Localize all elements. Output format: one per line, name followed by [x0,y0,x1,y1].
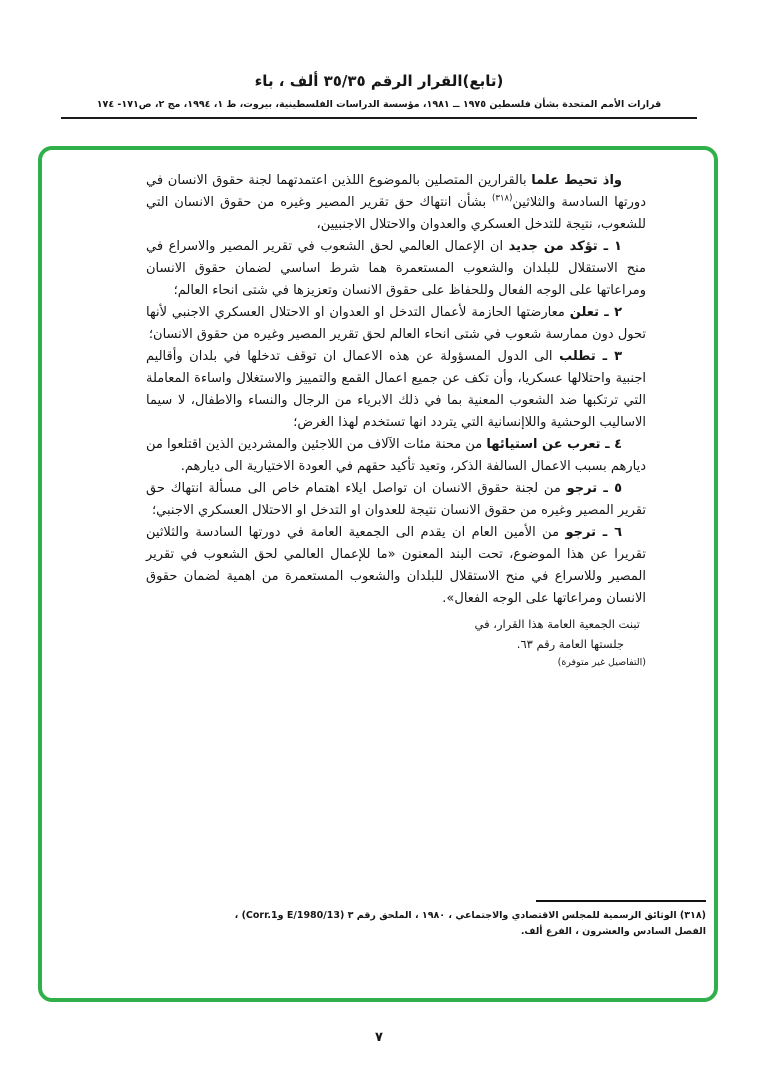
paragraph-operative-6 [146,522,646,610]
paragraph-operative-2 [146,302,646,346]
paragraph-operative-5 [146,478,646,522]
paragraph-lead: ٦ ـ ترجو [565,525,623,540]
paragraph-text: الى الدول المسؤولة عن هذه الاعمال ان توقف تدخلها في بلدان وأقاليم اجنبية واحتلالها عسكريا، وأن تكف عن جميع اعمال القمع والتمييز والاستغلال واساءة المعاملة التي ترتكبها ضد الشعوب المعنية بما في ذلك الابرياء من الرجال والنساء والاطفال، لا سيما الاساليب الوحشية واللاإنسانية التي يتردد انها تستخدم لهذا الغرض؛ [146,349,646,430]
adoption-note-line-1: تبنت الجمعية العامة هذا القرار، في [474,617,640,631]
footnote-reference: (٣١٨) [492,193,513,204]
paragraph-lead: واذ تحيط علما [531,173,622,188]
paragraph-text: من لجنة حقوق الانسان ان تواصل ايلاء اهتمام خاص الى مسألة انتهاك حق تقرير المصير وغيره من حقوق الانسان نتيجة للعدوان او التدخل او الاحتلال العسكري الاجنبي؛ [146,481,646,518]
paragraph-text: ان الإعمال العالمي لحق الشعوب في تقرير المصير والاسراع في منح الاستقلال للبلدان والشعوب المستعمرة هما شرط اساسي لضمان حقوق الانسان ومراعاتها على الوجه الفعال وللحفاظ على حقوق الانسان وتعزيزها في شتى انحاء العالم؛ [146,239,646,298]
paragraph-preamble [146,170,646,236]
paragraph-lead: ٤ ـ تعرب عن استيائها [486,437,622,452]
paragraph-lead: ١ ـ تؤكد من جديد [508,239,622,254]
resolution-body [42,150,714,672]
footnote-separator [536,900,706,902]
paragraph-text: بالقرارين المتصلين بالموضوع اللذين اعتمدتهما لجنة حقوق الانسان في دورتها السادسة والثلاثين [146,173,646,210]
footnote-line-1: (٣١٨) الوثائق الرسمية للمجلس الاقتصادي والاجتماعي ، ١٩٨٠ ، الملحق رقم ٣ (E/1980/13 وCorr.1) ، [234,910,706,921]
paragraph-text: معارضتها الحازمة لأعمال التدخل او العدوان او الاحتلال العسكري الاجنبي لأنها تحول دون ممارسة شعوب في شتى انحاء العالم لحق تقرير المصير وغيره من حقوق الانسان؛ [146,305,646,342]
resolution-title: (تابع)القرار الرقم ٣٥/٣٥ ألف ، باء [254,72,504,90]
paragraph-text: بشأن انتهاك حق تقرير المصير وغيره من حقوق الانسان التي للشعوب، نتيجة للتدخل العسكري والعدوان والاحتلال الاجنبيين، [146,195,646,232]
paragraph-lead: ٣ ـ تطلب [559,349,623,364]
footnote-line-2: الفصل السادس والعشرون ، الفرع ألف. [520,926,706,937]
page-number: ٧ [375,1030,383,1045]
paragraph-text: من الأمين العام ان يقدم الى الجمعية العامة في دورتها السادسة والثلاثين تقريرا عن هذا الموضوع، تحت البند المعنون «ما للإعمال العالمي لحق الشعوب في تقرير المصير وللاسراع في منح الاستقلال للبلدان والشعوب المستعمرة من اهمية لضمان حقوق الانسان ومراعاتها على الوجه الفعال». [146,525,646,606]
header-rule [61,117,697,119]
paragraph-text: من محنة مئات الآلاف من اللاجئين والمشردين الذين اقتلعوا من ديارهم بسبب الاعمال السالفة الذكر، وتعيد تأكيد حقهم في العودة الاختيارية الى ديارهم. [146,437,646,474]
paragraph-operative-3 [146,346,646,434]
paragraph-operative-1 [146,236,646,302]
paragraph-lead: ٢ ـ تعلن [569,305,622,320]
footnote-area [58,900,706,940]
adoption-note-line-2: جلستها العامة رقم ٦٣. [516,637,624,651]
details-unavailable-note: (التفاصيل غير متوفرة) [557,657,646,668]
content-frame [38,146,718,1002]
source-citation: قرارات الأمم المتحدة بشأن فلسطين ١٩٧٥ ــ ١٩٨١، مؤسسة الدراسات الفلسطينية، بيروت، ط ١، ١٩٩٤، مج ٢، ص١٧١- ١٧٤ [96,99,662,110]
paragraph-lead: ٥ ـ ترجو [566,481,623,496]
page-header [0,72,758,119]
paragraph-operative-4 [146,434,646,478]
